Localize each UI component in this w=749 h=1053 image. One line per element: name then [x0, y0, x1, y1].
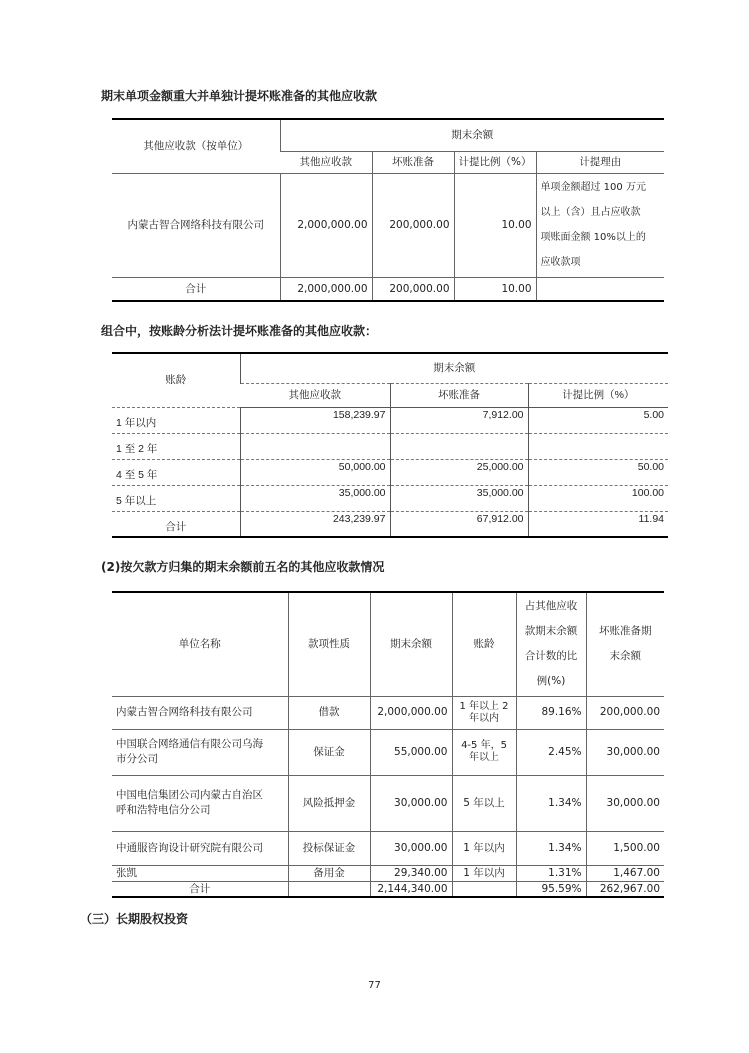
cell-receivable	[240, 433, 390, 459]
total-provision: 67,912.00	[390, 511, 528, 537]
cell-age-line: 4-5 年，5	[461, 740, 507, 751]
total-provision: 262,967.00	[586, 881, 664, 897]
cell-pct: 1.31%	[516, 865, 586, 881]
cell-balance: 2,000,000.00	[370, 696, 452, 729]
header-ratio: 计提比例（%）	[454, 151, 536, 173]
section2-title: 组合中，按账龄分析法计提坏账准备的其他应收款：	[101, 324, 378, 338]
cell-name-line: 中国联合网络通信有限公司乌海	[116, 738, 263, 751]
page-number: 77	[368, 980, 381, 991]
cell-receivable: 158,239.97	[240, 407, 390, 433]
table-top-five-debtors	[112, 591, 664, 898]
total-row	[112, 511, 668, 537]
table-row	[112, 407, 668, 433]
total-provision: 200,000.00	[372, 277, 454, 301]
table-row	[112, 775, 664, 831]
cell-nature: 保证金	[288, 729, 370, 775]
cell-balance: 30,000.00	[370, 775, 452, 831]
total-ratio: 11.94	[528, 511, 668, 537]
header-pct-line: 款期末余额	[524, 625, 578, 638]
cell-age: 5 年以上	[112, 485, 240, 511]
cell-age	[452, 696, 516, 729]
reason-line: 以上（含）且占应收款	[540, 207, 641, 218]
header-receivable: 其他应收款	[240, 383, 390, 407]
cell-balance: 30,000.00	[370, 831, 452, 865]
header-name: 单位名称	[112, 592, 288, 696]
cell-provision: 35,000.00	[390, 485, 528, 511]
total-receivable: 2,000,000.00	[280, 277, 372, 301]
total-nature	[288, 881, 370, 897]
section3-title: (2)按欠款方归集的期末余额前五名的其他应收款情况	[101, 560, 385, 574]
section1-title: 期末单项金额重大并单独计提坏账准备的其他应收款	[101, 89, 378, 103]
header-receivable: 其他应收款	[280, 151, 372, 173]
table-row	[112, 459, 668, 485]
cell-age-line: 1 年以上 2	[459, 700, 509, 712]
total-label: 合计	[112, 511, 240, 537]
cell-balance: 55,000.00	[370, 729, 452, 775]
cell-reason	[536, 173, 664, 277]
cell-pct: 1.34%	[516, 775, 586, 831]
cell-receivable: 2,000,000.00	[280, 173, 372, 277]
cell-ratio: 10.00	[454, 173, 536, 277]
total-ratio: 10.00	[454, 277, 536, 301]
header-group: 期末余额	[280, 119, 664, 151]
table-row	[112, 729, 664, 775]
table-row	[112, 865, 664, 881]
table-row	[112, 485, 668, 511]
cell-receivable: 50,000.00	[240, 459, 390, 485]
cell-nature: 风险抵押金	[288, 775, 370, 831]
reason-line: 应收款项	[540, 257, 581, 268]
cell-name: 内蒙古智合网络科技有限公司	[112, 173, 280, 277]
cell-age: 5 年以上	[452, 775, 516, 831]
reason-line: 项账面金额 10%以上的	[540, 232, 646, 243]
cell-nature: 投标保证金	[288, 831, 370, 865]
cell-name: 内蒙古智合网络科技有限公司	[112, 696, 288, 729]
header-group: 期末余额	[240, 353, 668, 383]
header-col0: 其他应收款（按单位）	[112, 119, 280, 173]
cell-provision: 30,000.00	[586, 729, 664, 775]
cell-ratio	[528, 433, 668, 459]
cell-name: 张凯	[112, 865, 288, 881]
table-row	[112, 696, 664, 729]
total-row	[112, 881, 664, 897]
cell-provision: 25,000.00	[390, 459, 528, 485]
table-individual-provision	[112, 118, 664, 302]
cell-pct: 89.16%	[516, 696, 586, 729]
header-pct	[516, 592, 586, 696]
header-provision: 坏账准备	[390, 383, 528, 407]
cell-name: 中通服咨询设计研究院有限公司	[112, 831, 288, 865]
cell-pct: 2.45%	[516, 729, 586, 775]
cell-pct: 1.34%	[516, 831, 586, 865]
cell-ratio: 50.00	[528, 459, 668, 485]
cell-ratio: 5.00	[528, 407, 668, 433]
header-provision	[586, 592, 664, 696]
header-col0: 账龄	[112, 353, 240, 407]
section4-title: （三）长期股权投资	[80, 912, 189, 926]
cell-receivable: 35,000.00	[240, 485, 390, 511]
total-balance: 2,144,340.00	[370, 881, 452, 897]
header-pct-line: 合计数的比	[524, 650, 578, 663]
total-pct: 95.59%	[516, 881, 586, 897]
cell-provision: 1,467.00	[586, 865, 664, 881]
header-reason: 计提理由	[536, 151, 664, 173]
total-label: 合计	[112, 277, 280, 301]
cell-age-line: 年以内	[469, 712, 499, 724]
cell-provision: 200,000.00	[372, 173, 454, 277]
header-pct-line: 占其他应收	[524, 600, 578, 613]
cell-age: 1 年以内	[112, 407, 240, 433]
cell-name-line: 中国电信集团公司内蒙古自治区	[116, 789, 263, 802]
cell-age	[452, 729, 516, 775]
cell-ratio: 100.00	[528, 485, 668, 511]
total-reason	[536, 277, 664, 301]
cell-age-line: 年以上	[469, 752, 499, 763]
total-age	[452, 881, 516, 897]
table-row	[112, 831, 664, 865]
total-row	[112, 277, 664, 301]
cell-nature: 借款	[288, 696, 370, 729]
header-age: 账龄	[452, 592, 516, 696]
reason-line: 单项金额超过 100 万元	[540, 182, 646, 193]
cell-provision: 1,500.00	[586, 831, 664, 865]
header-balance: 期末余额	[370, 592, 452, 696]
cell-provision: 30,000.00	[586, 775, 664, 831]
cell-age: 1 年以内	[452, 831, 516, 865]
cell-name	[112, 729, 288, 775]
cell-name-line: 市分公司	[116, 753, 158, 765]
header-provision-line: 末余额	[609, 650, 641, 663]
cell-provision	[390, 433, 528, 459]
total-label: 合计	[112, 881, 288, 897]
header-provision: 坏账准备	[372, 151, 454, 173]
cell-balance: 29,340.00	[370, 865, 452, 881]
total-receivable: 243,239.97	[240, 511, 390, 537]
cell-age: 1 年以内	[452, 865, 516, 881]
table-row	[112, 433, 668, 459]
cell-nature: 备用金	[288, 865, 370, 881]
cell-age: 4 至 5 年	[112, 459, 240, 485]
cell-age: 1 至 2 年	[112, 433, 240, 459]
header-nature: 款项性质	[288, 592, 370, 696]
cell-provision: 7,912.00	[390, 407, 528, 433]
table-aging-provision	[112, 352, 668, 538]
cell-name-line: 呼和浩特电信分公司	[116, 804, 211, 816]
header-provision-line: 坏账准备期	[599, 625, 652, 638]
cell-provision: 200,000.00	[586, 696, 664, 729]
header-pct-line: 例(%)	[536, 675, 566, 688]
header-ratio: 计提比例（%）	[528, 383, 668, 407]
cell-name	[112, 775, 288, 831]
table-row	[112, 173, 664, 277]
